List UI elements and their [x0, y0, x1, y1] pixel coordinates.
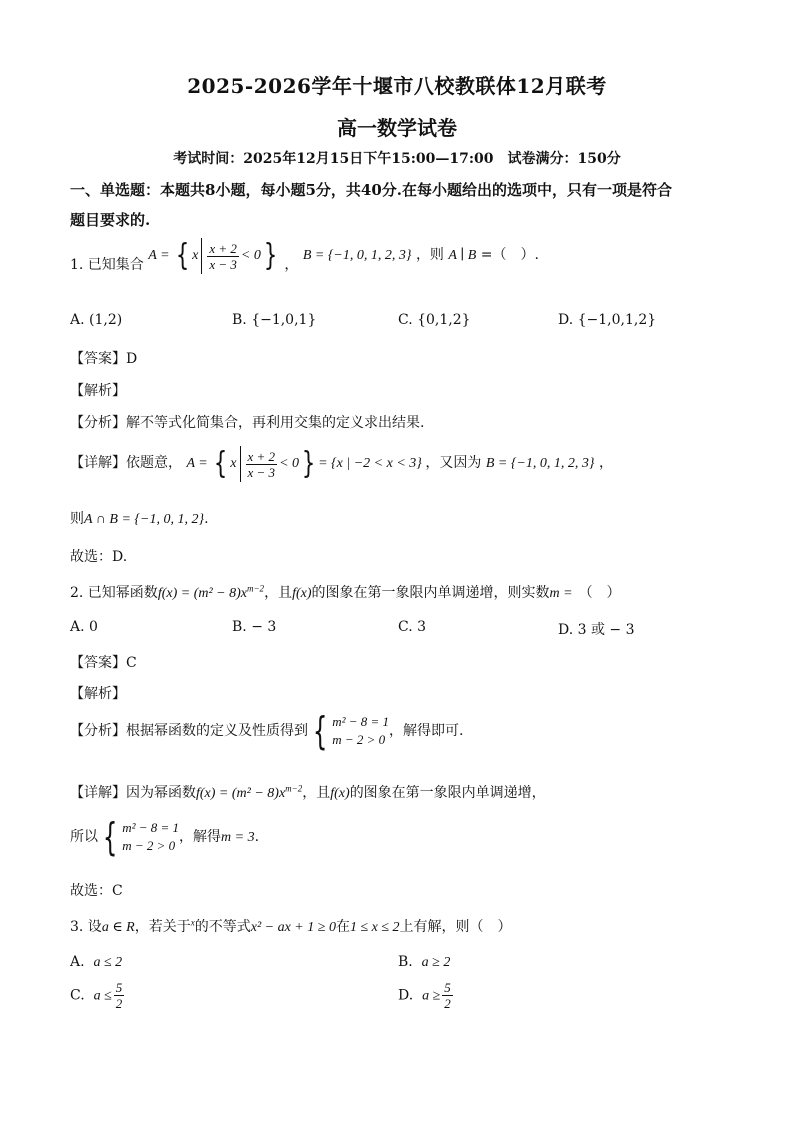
q1-option-a[interactable]: A. (1,2) — [70, 312, 123, 328]
q1-setA: A = { x $\frac{x + 2}{x - 3}$ < 0} — [148, 238, 278, 273]
q2-fenxi: 【分析】根据幂函数的定义及性质得到 { m² − 8 = 1 m − 2 > 0 ，解得即可. — [70, 709, 464, 753]
q2-stem: 2. 已知幂函数$f(x) = (m^2 - 8)x^{m-2}$，且f(x)的图象在第一象限内单调递增，则实数m = （ ） — [70, 583, 621, 601]
q1-option-d[interactable]: D. {−1,0,1,2} — [558, 312, 657, 328]
q2-xiangjie: 【详解】因为幂函数$f(x) = (m^2 - 8)x^{m-2}$，且f(x)的图象在第一象限内单调递增， — [70, 783, 546, 801]
q1-stem — [70, 238, 539, 274]
section-heading-line1: 一、单选题：本题共8小题，每小题5分，共40分.在每小题给出的选项中，只有一项是符合 — [70, 181, 672, 199]
q1-option-b[interactable]: B. {−1,0,1} — [232, 312, 317, 328]
q1-fenxi: 【分析】解不等式化简集合，再利用交集的定义求出结果. — [70, 415, 425, 431]
q2-option-c[interactable]: C. 3 — [398, 619, 427, 635]
section-heading-line2: 题目要求的. — [70, 211, 151, 229]
page-subtitle: 高一数学试卷 — [337, 116, 457, 140]
q1-answer: 【答案】D — [70, 351, 138, 367]
q2-answer: 【答案】C — [70, 655, 137, 671]
q1-op: A ∣ B — [448, 248, 477, 263]
q2-option-d[interactable]: D. 3 或 − 3 — [558, 622, 635, 638]
q3-option-c[interactable]: C. a ≤ $\frac{5}{2}$ — [70, 980, 123, 1011]
q1-suffix: ，则 — [415, 247, 444, 263]
q1-mid: ， — [284, 257, 299, 273]
q2-so: 所以 { m² − 8 = 1 m − 2 > 0 ，解得m = 3. — [70, 815, 260, 859]
q1-xiangjie-setA: A = { x $\frac{x + 2}{x - 3}$ < 0} = {x | −2 < x < 3} — [186, 446, 422, 481]
q1-option-c[interactable]: C. {0,1,2} — [398, 312, 471, 328]
q1-setB: B = {−1, 0, 1, 2, 3} — [302, 248, 412, 263]
q2-system: m² − 8 = 1 m − 2 > 0 — [332, 714, 390, 747]
q1-analysis-head: 【解析】 — [70, 383, 126, 399]
q2-option-a[interactable]: A. 0 — [70, 619, 98, 635]
q1-prefix: 1. 已知集合 — [70, 257, 144, 273]
page-title: 2025-2026学年十堰市八校教联体12月联考 — [187, 74, 607, 98]
q1-choose: 故选：D. — [70, 549, 128, 565]
q1-result: 则A ∩ B = {−1, 0, 1, 2}. — [70, 511, 209, 527]
q1-end: =（ ）. — [480, 247, 539, 263]
exam-info: 考试时间：2025年12月15日下午15:00—17:00 试卷满分：150分 — [173, 151, 621, 167]
q2-choose: 故选：C — [70, 883, 123, 899]
q2-analysis-head: 【解析】 — [70, 686, 126, 702]
q3-option-b[interactable]: B. a ≥ 2 — [398, 954, 451, 970]
q3-option-d[interactable]: D. a ≥ $\frac{5}{2}$ — [398, 980, 451, 1011]
q3-stem: 3. 设a ∈ R，若关于$^x$的不等式x² − ax + 1 ≥ 0在1 ≤ x ≤ 2上有解，则（ ） — [70, 917, 512, 935]
q3-option-a[interactable]: A. a ≤ 2 — [70, 954, 123, 970]
q1-xiangjie: 【详解】依题意， A = { x $\frac{x + 2}{x - 3}$ < 0} = {x | −2 < x < 3} ，又因为 B = {−1, 0, 1, 2, 3} ， — [70, 446, 613, 481]
q2-option-b[interactable]: B. − 3 — [232, 619, 277, 635]
